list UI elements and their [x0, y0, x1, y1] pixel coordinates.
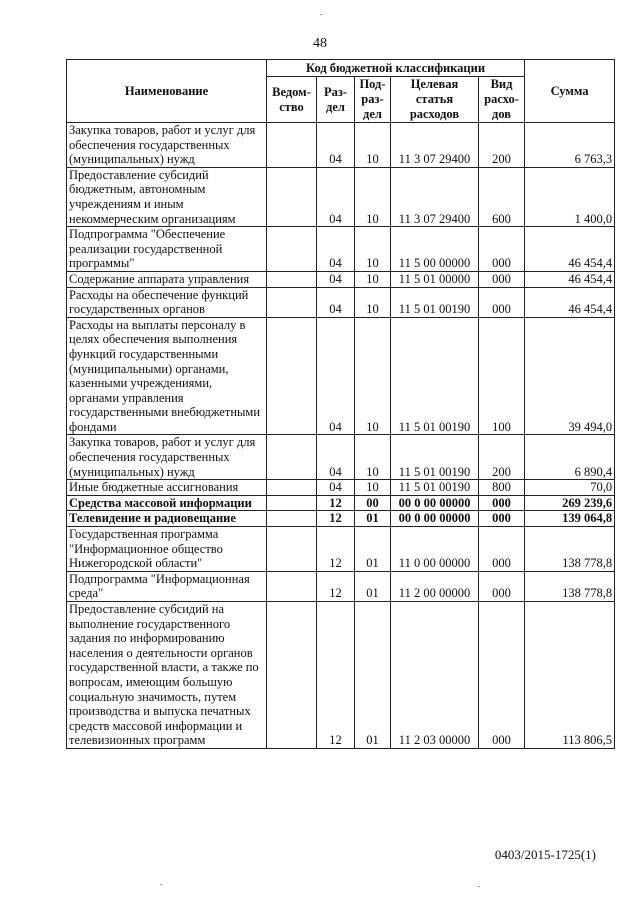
row-subsection: 10: [355, 435, 391, 480]
row-subsection: 01: [355, 511, 391, 527]
row-expense-type: 000: [479, 527, 525, 572]
table-row: [67, 227, 615, 272]
header-classification: Код бюджетной классификации: [267, 60, 525, 77]
table-row: [67, 480, 615, 496]
row-department: [267, 435, 317, 480]
row-section: 04: [317, 271, 355, 287]
page-number: 48: [313, 36, 327, 51]
row-name: Содержание аппарата управления: [67, 271, 267, 287]
row-target: 11 2 00 00000: [391, 571, 479, 601]
row-subsection: 10: [355, 227, 391, 272]
row-sum: 138 778,8: [525, 527, 615, 572]
row-section: 04: [317, 287, 355, 317]
row-sum: 6 763,3: [525, 123, 615, 168]
table-row: [67, 571, 615, 601]
row-department: [267, 527, 317, 572]
row-name: Расходы на обеспечение функций государственных органов: [67, 287, 267, 317]
row-target: 00 0 00 00000: [391, 495, 479, 511]
row-subsection: 00: [355, 495, 391, 511]
table-row: [67, 317, 615, 435]
row-expense-type: 000: [479, 287, 525, 317]
row-sum: 70,0: [525, 480, 615, 496]
row-sum: 138 778,8: [525, 571, 615, 601]
row-name: Закупка товаров, работ и услуг для обеспечения государственных (муниципальных) нужд: [67, 435, 267, 480]
row-section: 12: [317, 602, 355, 749]
row-sum: 46 454,4: [525, 271, 615, 287]
header-section: Раз- дел: [317, 77, 355, 123]
row-sum: 46 454,4: [525, 227, 615, 272]
row-expense-type: 000: [479, 495, 525, 511]
row-sum: 6 890,4: [525, 435, 615, 480]
table-body: [67, 123, 615, 749]
row-expense-type: 000: [479, 511, 525, 527]
row-target: 11 5 00 00000: [391, 227, 479, 272]
row-department: [267, 480, 317, 496]
row-target: 11 3 07 29400: [391, 167, 479, 226]
row-expense-type: 800: [479, 480, 525, 496]
row-expense-type: 000: [479, 571, 525, 601]
row-department: [267, 602, 317, 749]
header-name: Наименование: [67, 60, 267, 123]
row-name: Телевидение и радиовещание: [67, 511, 267, 527]
row-subsection: 10: [355, 317, 391, 435]
row-name: Расходы на выплаты персоналу в целях обеспечения выполнения функций государственными (муниципальными) органами, казенными учреждениями, органами управления государственными внебюджетными фондами: [67, 317, 267, 435]
row-department: [267, 287, 317, 317]
row-department: [267, 123, 317, 168]
row-target: 11 5 01 00000: [391, 271, 479, 287]
row-department: [267, 271, 317, 287]
row-department: [267, 571, 317, 601]
row-department: [267, 495, 317, 511]
row-target: 11 0 00 00000: [391, 527, 479, 572]
table-row: [67, 435, 615, 480]
table-row: [67, 495, 615, 511]
row-subsection: 01: [355, 527, 391, 572]
row-target: 11 2 03 00000: [391, 602, 479, 749]
row-sum: 46 454,4: [525, 287, 615, 317]
row-name: Средства массовой информации: [67, 495, 267, 511]
row-target: 11 5 01 00190: [391, 480, 479, 496]
row-subsection: 10: [355, 480, 391, 496]
row-section: 04: [317, 227, 355, 272]
row-name: Предоставление субсидий бюджетным, автономным учреждениям и иным некоммерческим организациям: [67, 167, 267, 226]
header-target: Целевая статья расходов: [391, 77, 479, 123]
row-section: 12: [317, 495, 355, 511]
row-section: 12: [317, 571, 355, 601]
row-name: Закупка товаров, работ и услуг для обеспечения государственных (муниципальных) нужд: [67, 123, 267, 168]
row-section: 04: [317, 480, 355, 496]
table-row: [67, 511, 615, 527]
row-subsection: 10: [355, 271, 391, 287]
row-section: 04: [317, 435, 355, 480]
row-department: [267, 167, 317, 226]
document-code: 0403/2015-1725(1): [494, 847, 596, 862]
row-section: 12: [317, 527, 355, 572]
row-expense-type: 200: [479, 435, 525, 480]
row-expense-type: 200: [479, 123, 525, 168]
budget-table: [66, 59, 615, 749]
row-expense-type: 100: [479, 317, 525, 435]
row-target: 11 5 01 00190: [391, 317, 479, 435]
row-section: 04: [317, 123, 355, 168]
table-row: [67, 167, 615, 226]
row-subsection: 01: [355, 571, 391, 601]
row-section: 04: [317, 317, 355, 435]
row-department: [267, 511, 317, 527]
row-expense-type: 000: [479, 271, 525, 287]
row-name: Иные бюджетные ассигнования: [67, 480, 267, 496]
row-target: 00 0 00 00000: [391, 511, 479, 527]
header-subsection: Под- раз- дел: [355, 77, 391, 123]
row-sum: 1 400,0: [525, 167, 615, 226]
row-subsection: 10: [355, 287, 391, 317]
row-sum: 139 064,8: [525, 511, 615, 527]
row-subsection: 10: [355, 123, 391, 168]
row-name: Государственная программа "Информационное общество Нижегородской области": [67, 527, 267, 572]
row-section: 12: [317, 511, 355, 527]
row-name: Предоставление субсидий на выполнение государственного задания по информированию населения о деятельности органов государственной власти, а также по вопросам, имеющим большую социальную значимость, путем производства и выпуска печатных средств массовой информации и телевизионных программ: [67, 602, 267, 749]
row-name: Подпрограмма "Информационная среда": [67, 571, 267, 601]
table-row: [67, 271, 615, 287]
row-name: Подпрограмма "Обеспечение реализации государственной программы": [67, 227, 267, 272]
row-department: [267, 317, 317, 435]
header-expense-type: Вид расхо- дов: [479, 77, 525, 123]
header-sum: Сумма: [525, 60, 615, 123]
row-expense-type: 000: [479, 602, 525, 749]
row-sum: 113 806,5: [525, 602, 615, 749]
table-row: [67, 287, 615, 317]
table-row: [67, 123, 615, 168]
row-sum: 39 494,0: [525, 317, 615, 435]
scan-mark: [320, 14, 322, 15]
row-section: 04: [317, 167, 355, 226]
scan-mark: [160, 884, 162, 885]
row-department: [267, 227, 317, 272]
row-expense-type: 000: [479, 227, 525, 272]
row-subsection: 01: [355, 602, 391, 749]
row-subsection: 10: [355, 167, 391, 226]
table-row: [67, 527, 615, 572]
row-target: 11 5 01 00190: [391, 287, 479, 317]
row-expense-type: 600: [479, 167, 525, 226]
row-sum: 269 239,6: [525, 495, 615, 511]
header-department: Ведом- ство: [267, 77, 317, 123]
row-target: 11 3 07 29400: [391, 123, 479, 168]
row-target: 11 5 01 00190: [391, 435, 479, 480]
table-header: [67, 60, 615, 123]
scan-mark: [478, 886, 480, 887]
table-row: [67, 602, 615, 749]
